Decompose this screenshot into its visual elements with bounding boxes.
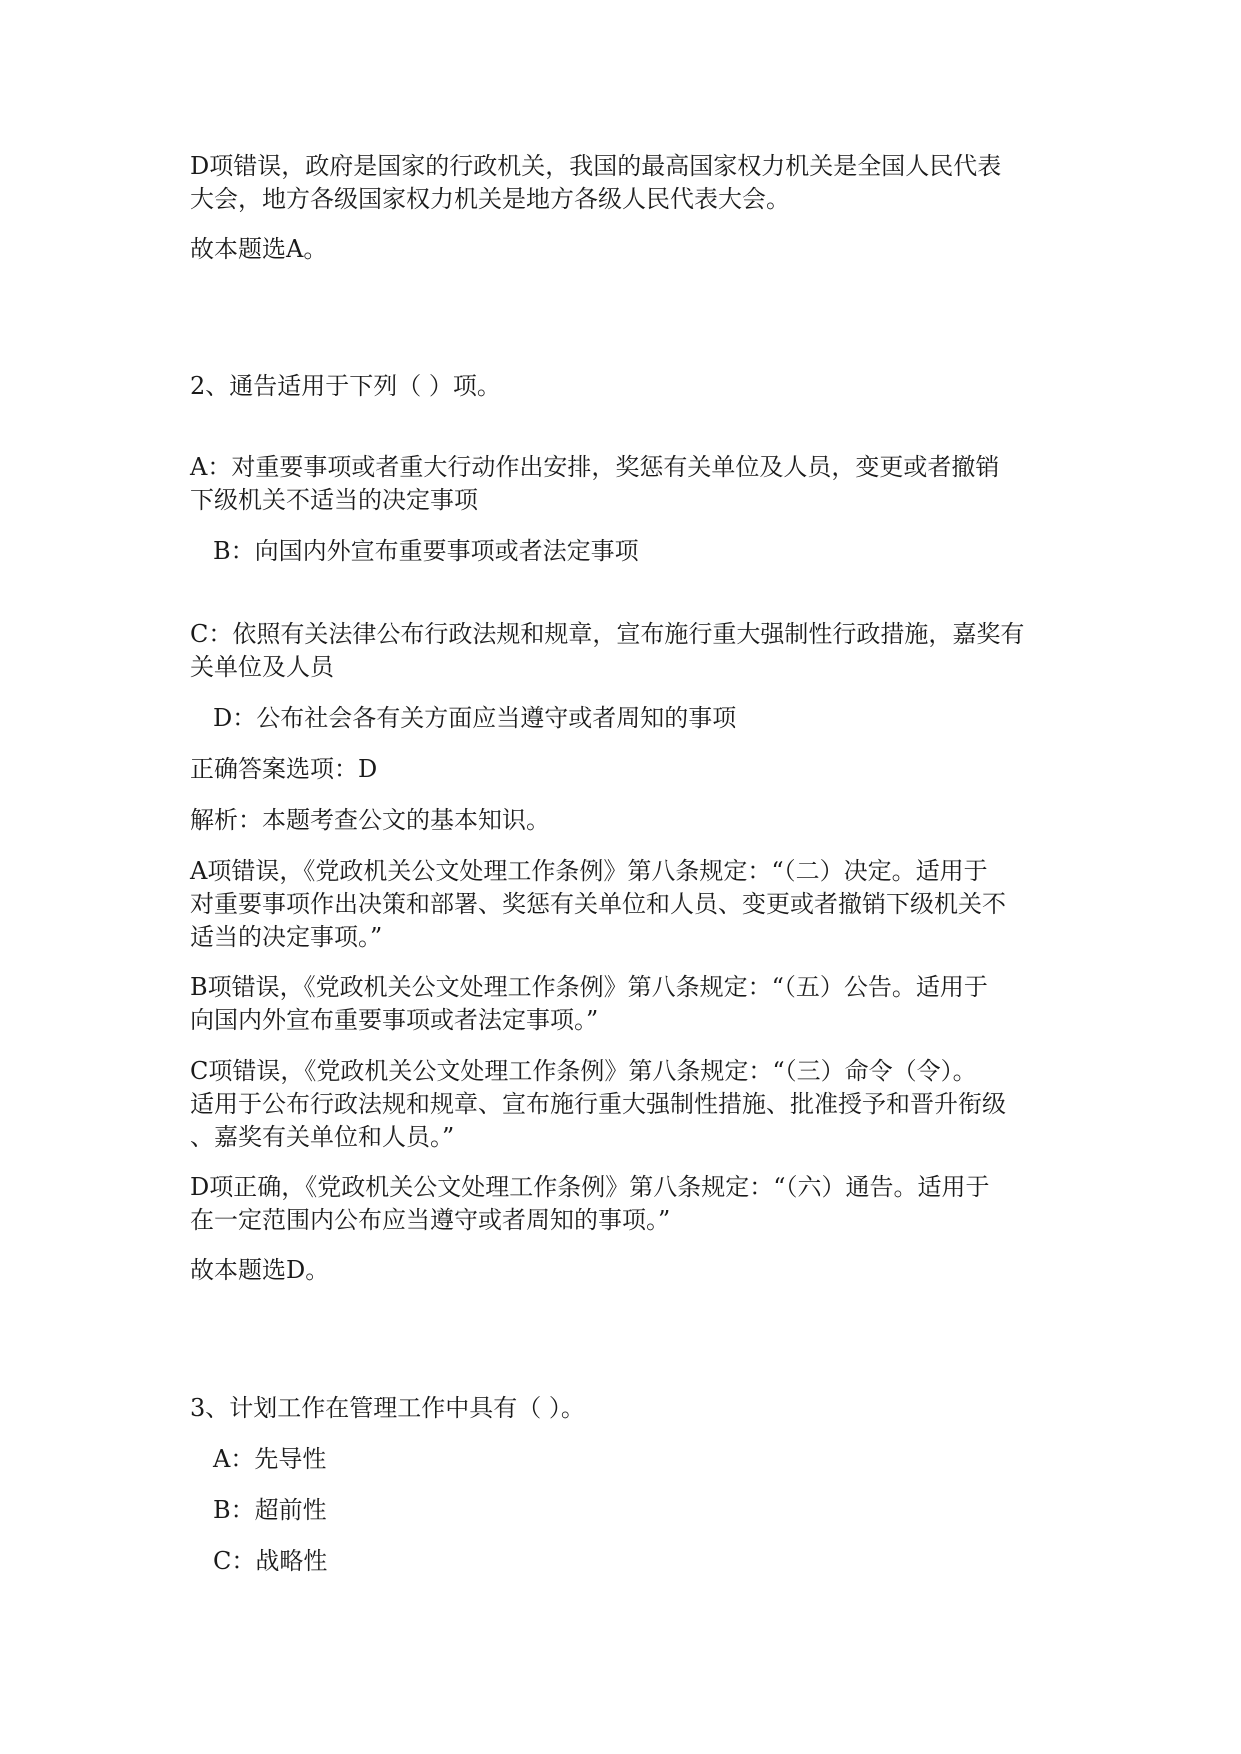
q2-option-d: D：公布社会各有关方面应当遵守或者周知的事项 <box>213 704 737 732</box>
q2-c-explanation-line2: 适用于公布行政法规和规章、宣布施行重大强制性措施、批准授予和晋升衔级 <box>190 1090 1006 1118</box>
q1-conclusion: 故本题选A。 <box>190 235 328 263</box>
q2-option-c-line1: C：依照有关法律公布行政法规和规章，宣布施行重大强制性行政措施，嘉奖有 <box>190 620 1025 648</box>
q3-stem: 3、计划工作在管理工作中具有（ ）。 <box>190 1394 585 1422</box>
q2-b-explanation-line1: B项错误，《党政机关公文处理工作条例》第八条规定：“（五）公告。适用于 <box>190 973 988 1001</box>
q2-conclusion: 故本题选D。 <box>190 1256 330 1284</box>
q2-c-explanation-line1: C项错误，《党政机关公文处理工作条例》第八条规定：“（三）命令（令）。 <box>190 1057 977 1085</box>
q2-correct-answer: 正确答案选项：D <box>190 755 378 783</box>
q2-a-explanation-line1: A项错误，《党政机关公文处理工作条例》第八条规定：“（二）决定。适用于 <box>190 857 988 885</box>
q3-option-b: B：超前性 <box>213 1496 327 1524</box>
q2-option-a-line1: A：对重要事项或者重大行动作出安排，奖惩有关单位及人员，变更或者撤销 <box>190 453 1000 481</box>
q2-analysis: 解析：本题考查公文的基本知识。 <box>190 806 550 834</box>
q2-stem: 2、通告适用于下列（ ）项。 <box>190 372 501 400</box>
q1-d-explanation-line2: 大会，地方各级国家权力机关是地方各级人民代表大会。 <box>190 185 790 213</box>
q3-option-c: C：战略性 <box>213 1547 328 1575</box>
q2-option-a-line2: 下级机关不适当的决定事项 <box>190 486 478 514</box>
q1-d-explanation-line1: D项错误，政府是国家的行政机关，我国的最高国家权力机关是全国人民代表 <box>190 152 1002 180</box>
q2-option-c-line2: 关单位及人员 <box>190 653 334 681</box>
q2-c-explanation-line3: 、嘉奖有关单位和人员。” <box>190 1123 455 1151</box>
q2-d-explanation-line2: 在一定范围内公布应当遵守或者周知的事项。” <box>190 1206 671 1234</box>
q2-b-explanation-line2: 向国内外宣布重要事项或者法定事项。” <box>190 1006 599 1034</box>
q2-d-explanation-line1: D项正确，《党政机关公文处理工作条例》第八条规定：“（六）通告。适用于 <box>190 1173 990 1201</box>
q2-a-explanation-line3: 适当的决定事项。” <box>190 923 383 951</box>
q2-option-b: B：向国内外宣布重要事项或者法定事项 <box>213 537 639 565</box>
q3-option-a: A：先导性 <box>213 1445 327 1473</box>
q2-a-explanation-line2: 对重要事项作出决策和部署、奖惩有关单位和人员、变更或者撤销下级机关不 <box>190 890 1006 918</box>
